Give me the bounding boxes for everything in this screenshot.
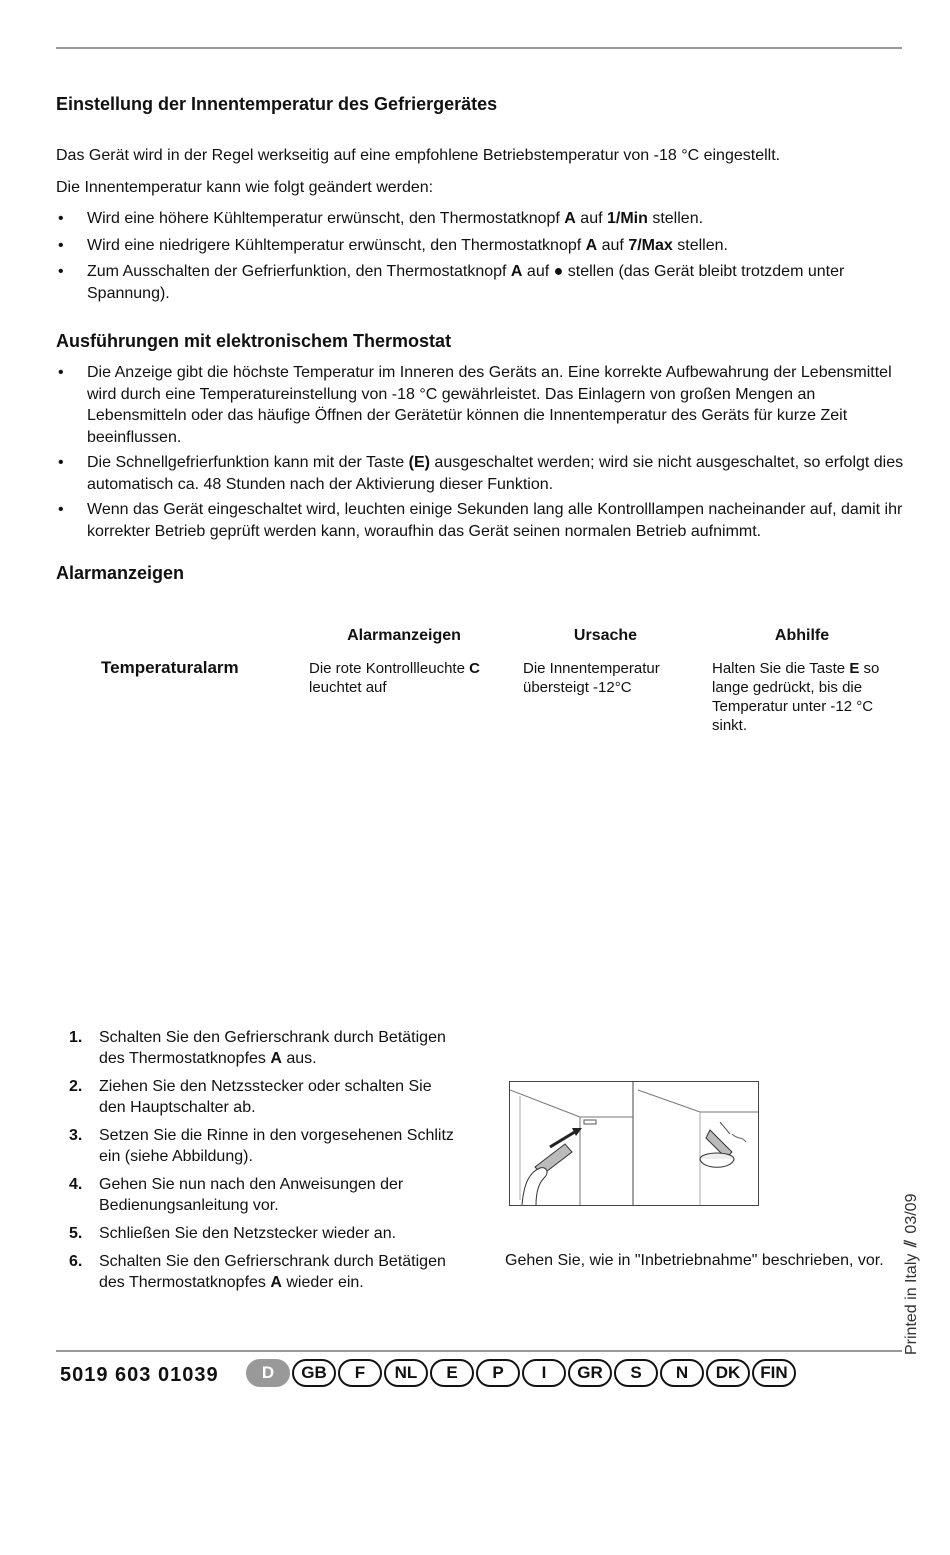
top-rule	[56, 47, 902, 49]
section-title-temperature: Einstellung der Innentemperatur des Gefriergerätes	[56, 94, 498, 114]
language-e[interactable]: E	[430, 1359, 474, 1387]
thermostat-bullets	[56, 208, 906, 309]
table-cell-cause: Die Innentemperatur übersteigt -12°C	[523, 660, 660, 696]
table-header-alarm: Alarmanzeigen	[347, 627, 461, 644]
list-item: • Zum Ausschalten der Gefrierfunktion, den Thermostatknopf A auf ● stellen (das Gerät bleibt trotzdem unter Spannung).	[56, 261, 906, 304]
printed-in-italy	[903, 1193, 931, 1555]
list-item: • Die Anzeige gibt die höchste Temperatur im Inneren des Geräts an. Eine korrekte Aufbewahrung der Lebensmittel wird durch eine Temperatureinstellung von -18 °C gewährleistet. Das Einlagern von großen Mengen an Lebensmitteln oder das häufige Öffnen der Gerätetür können die Innentemperatur des Geräts für kurze Zeit beeinflussen.	[56, 362, 906, 448]
paragraph-change-intro: Die Innentemperatur kann wie folgt geändert werden:	[56, 179, 434, 196]
defrost-illustration	[509, 1081, 759, 1206]
language-d[interactable]: D	[246, 1359, 290, 1387]
printed-label: Printed in Italy	[903, 1253, 920, 1355]
drain-channel-illustration	[510, 1082, 758, 1205]
electronic-bullets	[56, 362, 906, 542]
step-item: 6. Schalten Sie den Gefrierschrank durch Betätigen des Thermostatknopfes A wieder ein.	[69, 1253, 446, 1291]
step-item: 2. Ziehen Sie den Netzsstecker oder schalten Sie den Hauptschalter ab.	[69, 1078, 432, 1116]
row-label-temperature-alarm: Temperaturalarm	[101, 658, 239, 677]
table-header-remedy: Abhilfe	[774, 627, 830, 644]
list-item: • Die Schnellgefrierfunktion kann mit der Taste (E) ausgeschaltet werden; wird sie nicht ausgeschaltet, so erfolgt dies automatisch ca. 48 Stunden nach der Aktivierung dieser Funktion.	[56, 452, 906, 495]
language-n[interactable]: N	[660, 1359, 704, 1387]
table-header-cause: Ursache	[573, 627, 638, 644]
list-item: • Wird eine niedrigere Kühltemperatur erwünscht, den Thermostatknopf A auf 7/Max stellen.	[56, 235, 906, 257]
language-gb[interactable]: GB	[292, 1359, 336, 1387]
step-item: 5. Schließen Sie den Netzstecker wieder an.	[69, 1225, 397, 1242]
language-p[interactable]: P	[476, 1359, 520, 1387]
section-title-alarms: Alarmanzeigen	[56, 563, 185, 583]
section-title-electronic: Ausführungen mit elektronischem Thermostat	[56, 331, 452, 351]
language-gr[interactable]: GR	[568, 1359, 612, 1387]
bottom-rule	[56, 1350, 902, 1352]
language-fin[interactable]: FIN	[752, 1359, 796, 1387]
list-item: • Wenn das Gerät eingeschaltet wird, leuchten einige Sekunden lang alle Kontrolllampen nacheinander auf, damit ihr korrekter Betrieb geprüft werden kann, woraufhin das Gerät seinen normalen Betrieb aufnimmt.	[56, 499, 906, 542]
print-date: 03/09	[903, 1193, 920, 1234]
language-nl[interactable]: NL	[384, 1359, 428, 1387]
illustration-caption: Gehen Sie, wie in "Inbetriebnahme" beschrieben, vor.	[505, 1252, 884, 1269]
language-s[interactable]: S	[614, 1359, 658, 1387]
language-i[interactable]: I	[522, 1359, 566, 1387]
table-cell-remedy: Halten Sie die Taste E so lange gedrückt, bis die Temperatur unter -12 °C sinkt.	[712, 660, 880, 734]
step-item: 1. Schalten Sie den Gefrierschrank durch Betätigen des Thermostatknopfes A aus.	[69, 1029, 446, 1067]
paragraph-default-temperature: Das Gerät wird in der Regel werkseitig auf eine empfohlene Betriebstemperatur von -18 °C eingestellt.	[56, 147, 781, 164]
brand-mark-icon: ⫽	[903, 1240, 920, 1248]
language-selector	[246, 1359, 796, 1387]
table-cell-alarm: Die rote Kontrollleuchte C leuchtet auf	[309, 660, 480, 696]
language-dk[interactable]: DK	[706, 1359, 750, 1387]
defrost-steps	[56, 1027, 456, 1300]
list-item: • Wird eine höhere Kühltemperatur erwünscht, den Thermostatknopf A auf 1/Min stellen.	[56, 208, 906, 230]
language-f[interactable]: F	[338, 1359, 382, 1387]
step-item: 4. Gehen Sie nun nach den Anweisungen der Bedienungsanleitung vor.	[69, 1176, 404, 1214]
off-dot-icon: ●	[553, 263, 564, 280]
step-item: 3. Setzen Sie die Rinne in den vorgesehenen Schlitz ein (siehe Abbildung).	[69, 1127, 454, 1165]
document-code: 5019 603 01039	[60, 1364, 219, 1386]
